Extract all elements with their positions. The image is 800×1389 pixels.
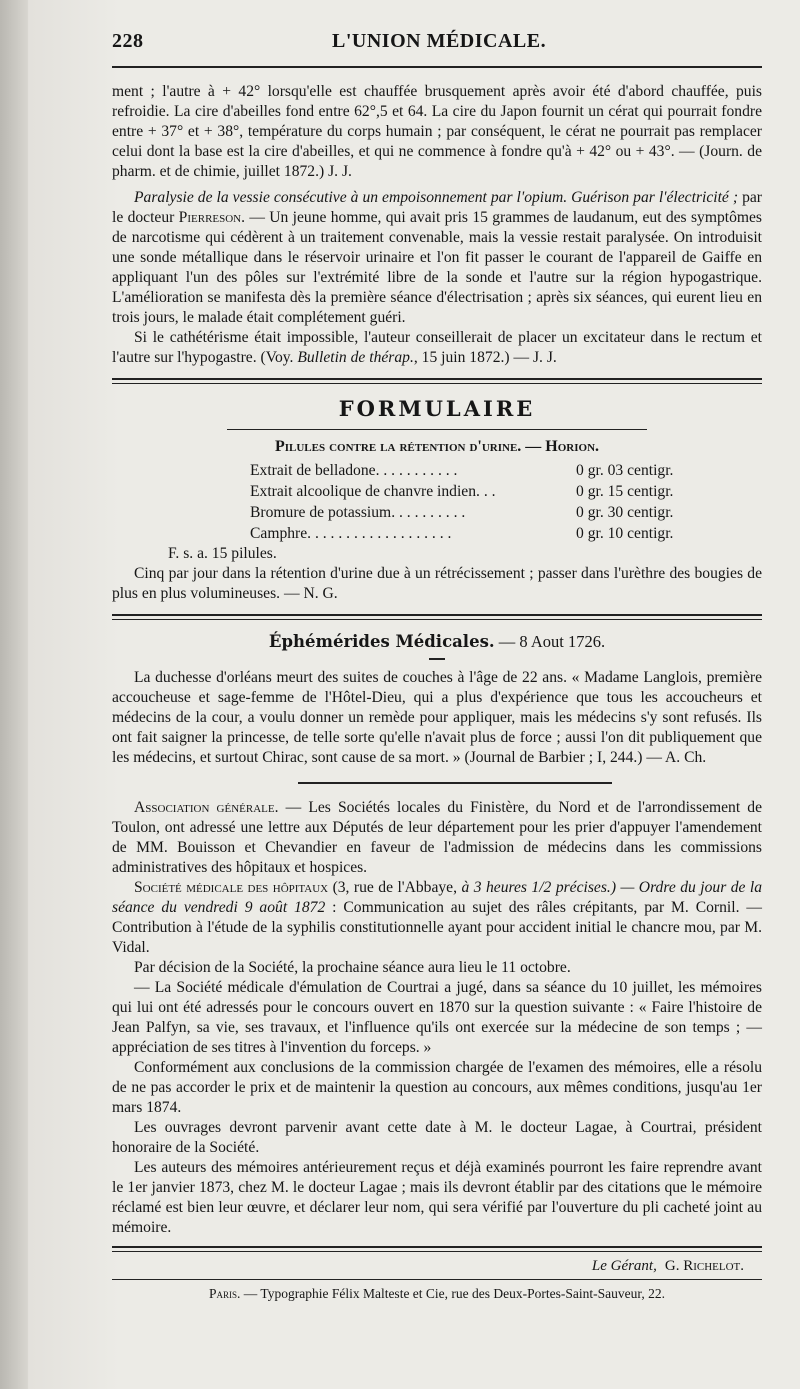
formula-name: Pilules contre la rétention d'urine. xyxy=(274,438,522,455)
gerant-name: G. Richelot. xyxy=(664,1258,744,1274)
news-divider xyxy=(298,782,612,784)
continued-article-text: ment ; l'autre à + 42° lorsqu'elle est chauffée brusquement après avoir été d'abord chauffée, puis refroidie. La cire d'abeilles fond entre 62°,5 et 64. La cire du Japon fournit un cérat qui pourrait fondre entre + 37° et + 38°, température du corps humain ; par conséquent, le cérat ne pourrait pas remplacer celui dont la base est la cire d'abeilles, et qui ne commence à fondre qu'à + 42° ou + 43°. — (Journ. de pharm. et de chimie, juillet 1872.) J. J. xyxy=(112,83,762,180)
journal-title: L'UNION MÉDICALE. xyxy=(332,30,547,52)
decision-paragraph: Par décision de la Société, la prochaine séance aura lieu le 11 octobre. xyxy=(134,959,571,976)
gerant-label: Le Gérant, xyxy=(591,1258,657,1274)
ingredient-row xyxy=(250,502,696,523)
ingredient-dose: 0 gr. 03 centigr. xyxy=(576,462,674,479)
ephemerides-title: Éphémérides Médicales. xyxy=(268,632,495,651)
ephemerides-text: La duchesse d'orléans meurt des suites de couches à l'âge de 22 ans. « Madame Langlois, première accoucheuse et sage-femme de l'Hôtel-Dieu, qui a plus d'expérience que tous les accoucheurs et médecins de la cour, a voulu donner un remède pour appliquer, mais les médecins s'y sont refusés. Ils ont fait saigner la princesse, de telle sorte qu'elle n'avait plus de force ; aussi l'on dit publiquement que les médecins, et surtout Chirac, sont cause de sa mort. » (Journal de Barbier ; I, 244.) — A. Ch. xyxy=(112,669,762,766)
formulaire-underline xyxy=(227,429,647,430)
formulaire-heading: FORMULAIRE xyxy=(338,396,536,421)
ephemerides-dash xyxy=(429,658,445,660)
printer-imprint xyxy=(112,1286,762,1302)
association-label: Association générale. xyxy=(134,799,279,816)
paralysie-source: Bulletin de thérap. xyxy=(297,349,414,366)
ephemerides-date: — 8 Aout 1726. xyxy=(498,632,606,651)
paralysie-body: . — Un jeune homme, qui avait pris 15 grammes de laudanum, eut des symptômes de narcotisme qui cédèrent à un traitement convenable, mais la vessie restait paralysée. On introduisit une sonde métallique dans le réservoir urinaire et l'on fit passer le courant de l'appareil de Gaiffe en appliquant l'un des pôles sur l'extrémité libre de la sonde et l'autre sur la région hypogastrique. L'amélioration se manifesta dès la première séance d'électrisation ; après six séances, qui eurent lieu en trois jours, le malade était complétement guéri. xyxy=(112,209,762,326)
section-divider xyxy=(112,614,762,620)
ephemerides-heading xyxy=(112,632,762,652)
paralysie-title: Paralysie de la vessie consécutive à un empoisonnement par l'opium. Guérison par l'électricité ; xyxy=(134,189,739,206)
ingredient-row xyxy=(250,481,696,502)
ingredient-name: Camphre. . . . . . . . . . . . . . . . . . . xyxy=(250,525,452,542)
ingredient-dose: 0 gr. 10 centigr. xyxy=(576,525,674,542)
ingredient-name: Extrait de belladone. . . . . . . . . . . xyxy=(250,462,458,479)
formula-instruction: F. s. a. 15 pilules. xyxy=(168,545,277,562)
section-divider xyxy=(112,378,762,384)
ingredient-row xyxy=(250,523,696,544)
footer-rule xyxy=(112,1279,762,1280)
printer-text: — Typographie Félix Malteste et Cie, rue des Deux-Portes-Saint-Sauveur, 22. xyxy=(243,1286,665,1301)
running-head xyxy=(112,30,762,68)
paralysie-author-intro: par le docteur xyxy=(112,189,762,226)
formula-usage: Cinq par jour dans la rétention d'urine due à un rétrécissement ; passer dans l'urèthre des bougies de plus en plus volumineuses. — N. G. xyxy=(112,565,762,602)
ingredient-row xyxy=(250,460,696,481)
gerant-signature xyxy=(112,1252,762,1279)
ingredient-name: Bromure de potassium. . . . . . . . . . xyxy=(250,504,466,521)
formula-title xyxy=(112,438,762,456)
paralysie-article xyxy=(112,188,762,328)
courtrai-paragraph: Conformément aux conclusions de la commission chargée de l'examen des mémoires, elle a résolu de ne pas accorder le prix et de maintenir la question au concours, aux mêmes conditions, jusqu'au 1er mars 1874. xyxy=(112,1059,762,1116)
societe-paragraph: Société médicale des hôpitaux (3, rue de l'Abbaye, à 3 heures 1/2 précises.) — Ordre du jour de la séance du vendredi 9 août 1872 : Communication au sujet des râles crépitants, par M. Cornil. — Contribution à l'étude de la syphilis constitutionnelle ayant pour accident initial le chancre mou, par M. Vidal. xyxy=(112,879,763,956)
page-number: 228 xyxy=(112,30,144,52)
ingredient-dose: 0 gr. 30 centigr. xyxy=(576,504,674,521)
ingredient-list xyxy=(250,460,696,544)
formula-author: — Horion. xyxy=(525,438,600,455)
paralysie-paragraph-2: Si le cathétérisme était impossible, l'auteur conseillerait de placer un excitateur dans le rectum et l'autre sur l'hypogastre. (Voy. Bulletin de thérap., 15 juin 1872.) — J. J. xyxy=(112,329,762,366)
courtrai-paragraph: Les auteurs des mémoires antérieurement reçus et déjà examinés pourront les faire reprendre avant le 1er janvier 1873, chez M. le docteur Lagae ; mais ils devront établir par des citations que le mémoire réclamé est bien leur œuvre, et déclarer leur nom, qui sera vérifié par l'ouverture du pli cacheté joint au mémoire. xyxy=(112,1159,762,1236)
paralysie-author: Pierreson xyxy=(178,209,242,226)
association-paragraph: Association générale. — Les Sociétés locales du Finistère, du Nord et de l'arrondissement de Toulon, ont adressé une lettre aux Députés de leur département pour les prier d'appuyer l'amendement de MM. Bouisson et Chevandier en faveur de l'admission de médecins dans les commissions administratives des hôpitaux et hospices. xyxy=(112,799,762,876)
courtrai-paragraph: Les ouvrages devront parvenir avant cette date à M. le docteur Lagae, à Courtrai, président honoraire de la Société. xyxy=(112,1119,762,1156)
printer-city: Paris. xyxy=(209,1286,241,1301)
courtrai-paragraph: — La Société médicale d'émulation de Courtrai a jugé, dans sa séance du 10 juillet, les mémoires qui lui ont été adressés pour le concours ouvert en 1870 sur la question suivante : « Faire l'histoire de Jean Palfyn, sa vie, ses travaux, et l'influence qu'ils ont exercée sur la médecine de son temps ; — appréciation de ses titres à l'invention du forceps. » xyxy=(112,979,762,1056)
ingredient-dose: 0 gr. 15 centigr. xyxy=(576,483,674,500)
page-gutter xyxy=(0,0,28,1389)
societe-label: Société médicale des hôpitaux xyxy=(134,879,329,896)
ingredient-name: Extrait alcoolique de chanvre indien. . . xyxy=(250,483,496,500)
